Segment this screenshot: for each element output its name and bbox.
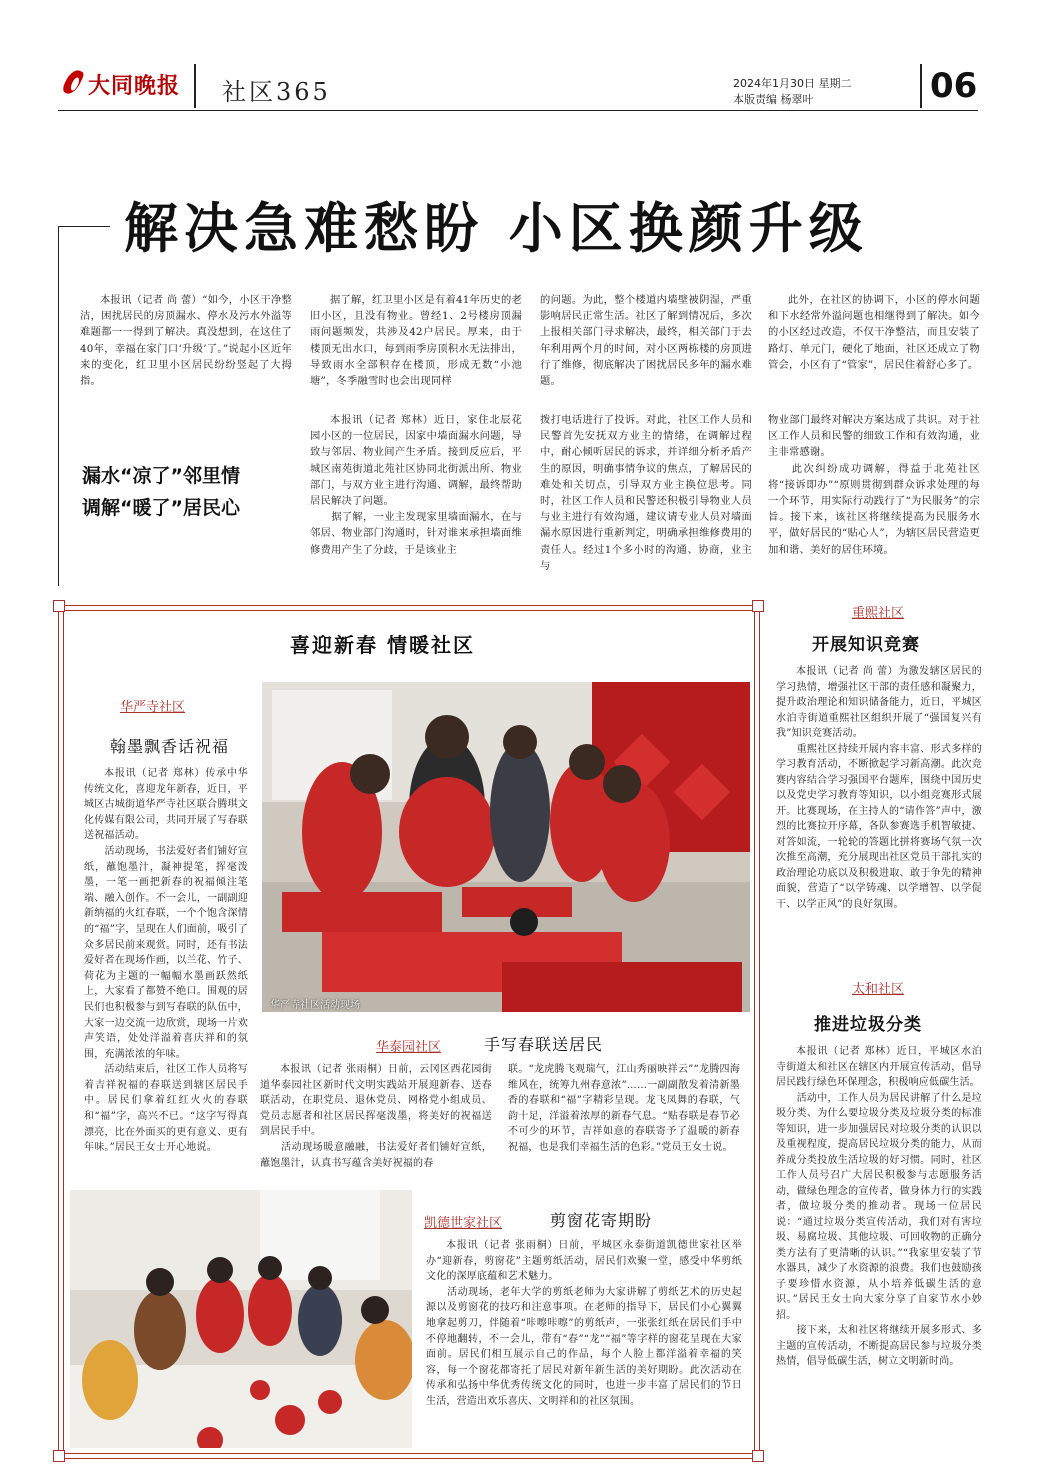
story2-tag: 华泰园社区 [376, 1040, 442, 1055]
story1-tag: 华严寺社区 [120, 700, 186, 715]
story3-body: 本报讯（记者 张雨桐）日前，平城区永泰街道凯德世家社区举办“迎新春，剪窗花”主题剪纸活动，居民们欢聚一堂，感受中华剪纸文化的深厚底蕴和艺术魅力。 活动现场，老年大学的剪纸老师为大家讲解了剪纸艺术的历史起源以及剪窗花的技巧和注意事项。在老师的指导下，居民们小心翼翼地拿起剪刀，伴随着“咔嚓咔嚓”的剪纸声，一张张红纸在居民们手中不停地翻转，不一会儿，带有“春”“龙”“福”等字样的窗花呈现在大家面前。居民们相互展示自己的作品，每个人脸上都洋溢着幸福的笑容，每一个窗花都寄托了居民对新年新生活的美好期盼。此次活动在传承和弘扬中华优秀传统文化的同时，也进一步丰富了居民们的节日生活，营造出欢乐喜庆、文明祥和的社区氛围。 [426, 1240, 742, 1407]
flame-logo-icon [62, 67, 86, 101]
story3-title: 剪窗花寄期盼 [550, 1211, 653, 1230]
date-block [733, 76, 852, 108]
calligraphy-photo-drawing [262, 682, 750, 1012]
logo-text: 大同晚报 [88, 72, 181, 99]
article2-col1: 本报讯（记者 郑林）近日，家住北辰花园小区的一位居民，因家中墙面漏水问题，导致与邻居、物业间产生矛盾。接到反应后，平城区南苑街道北苑社区协同北街派出所、物业部门，与双方业主进行沟通、调解，最终帮助居民解决了问题。 据了解，一业主发现家里墙面漏水，在与邻居、物业部门沟通时，针对谁来承担墙面维修费用产生了分歧，于是该业主 [310, 414, 522, 556]
side2-tag: 太和社区 [852, 982, 905, 997]
editor-line: 本版责编 杨翠叶 [733, 93, 814, 106]
article1-col3: 的问题。为此，整个楼道内墙壁被阴湿，严重影响居民正常生活。社区了解到情况后，多次上报相关部门寻求解决，最终，相关部门于去年利用两个月的时间，对小区两栋楼的房顶进行了维修，彻底解决了困扰居民多年的漏水难题。 [540, 294, 752, 388]
article1-col1: 本报讯（记者 尚 蕾）“如今，小区干净整洁，困扰居民的房顶漏水、停水及污水外溢等难题都一一得到了解决。真没想到，在这住了40年，幸福在家门口‘升级’了。”说起小区近年来的变化，红卫里小区居民纷纷竖起了大拇指。 [80, 294, 292, 388]
story2-col2: 联。“龙虎腾飞观瑞气，江山秀丽映祥云”“龙腾四海维风在，统筹九州春意浓”……一副副散发着清新墨香的春联和“福”字精彩呈现。龙飞凤舞的春联，气韵十足，洋溢着浓厚的新春气息。“贴春联是春节必不可少的环节，吉祥如意的春联寄予了温暖的新春祝福，也是我们幸福生活的色彩。”党员王女士说。 [508, 1064, 740, 1153]
frame-corner-tl [53, 600, 65, 612]
frame-corner-bl [53, 1450, 65, 1462]
story1-body: 本报讯（记者 郑林）传承中华传统文化，喜迎龙年新春，近日，平城区古城街道华严寺社区联合腾琪文化传媒有限公司，共同开展了写春联送祝福活动。 活动现场，书法爱好者们铺好宣纸，蘸饱墨汁，凝神提笔，挥毫泼墨，一笔一画把新春的祝福倾注笔端、融入创作。不一会儿，一副副迎新纳福的火红春联，一个个饱含深情的“福”字，呈现在人们面前，吸引了众多居民前来观赏。同时，还有书法爱好者在现场作画，以兰花、竹子、荷花为主题的一幅幅水墨画跃然纸上，大家看了都赞不绝口。围观的居民们也积极参与到写春联的队伍中，大家一边交流一边欣赏，现场一片欢声笑语，处处洋溢着喜庆祥和的氛围，充满浓浓的年味。 活动结束后，社区工作人员将写着吉祥祝福的春联送到辖区居民手中。居民们拿着红红火火的春联和“福”字，高兴不已。“这字写得真漂亮，比在外面买的更有意义、更有年味。”居民王女士开心地说。 [84, 768, 248, 1154]
article2-col3: 物业部门最终对解决方案达成了共识。对于社区工作人员和民警的细致工作和有效沟通，业主非常感谢。 此次纠纷成功调解，得益于北苑社区将“接诉即办”“原则贯彻到群众诉求处理的每一个环节，用实际行动践行了“为民服务”的宗旨。接下来，该社区将继续提高为民服务水平，做好居民的“贴心人”，为辖区居民营造更加和谐、美好的居住环境。 [768, 414, 980, 556]
article2-col2: 拨打电话进行了投诉。对此，社区工作人员和民警首先安抚双方业主的情绪，在调解过程中，耐心倾听居民的诉求，并详细分析矛盾产生的原因，明确事情争议的焦点，了解居民的难处和关切点，引导双方业主换位思考。同时，社区工作人员和民警还积极引导物业人员与业主进行有效沟通，建议请专业人员对墙面漏水原因进行重新判定，明确承担维修费用的责任人。经过1个多小时的沟通、协商，业主与 [540, 414, 752, 572]
papercut-photo-drawing [70, 1190, 412, 1448]
page-number: 06 [930, 66, 978, 106]
frame-corner-br [752, 1450, 764, 1462]
side2-title: 推进垃圾分类 [814, 1015, 922, 1035]
side2-body: 本报讯（记者 郑林）近日，平城区水泊寺街道太和社区在辖区内开展宣传活动，倡导居民践行绿色环保理念，积极响应低碳生活。 活动中，工作人员为居民讲解了什么是垃圾分类、为什么要垃圾分类及垃圾分类的标准等知识，进一步加强居民对垃圾分类的认识以及重视程度，提高居民垃圾分类的能力，从而养成分类投放生活垃圾的好习惯。同时，社区工作人员号召广大居民积极参与志愿服务活动，做绿色理念的宣传者，做身体力行的实践者，做垃圾分类的推动者。现场一位居民说：“通过垃圾分类宣传活动，我们对有害垃圾、易腐垃圾、其他垃圾、可回收物的正确分类方法有了更清晰的认识。”“我家里安装了节水器具，减少了水资源的浪费。我们也鼓励孩子要珍惜水资源，从小培养低碳生活的意识。”居民王女士向大家分享了自家节水小妙招。 接下来，太和社区将继续开展多形式、多主题的宣传活动，不断提高居民参与垃圾分类热情，倡导低碳生活，树立文明新时尚。 [776, 1046, 982, 1367]
article2-subhead: 漏水“凉了”邻里情 调解“暖了”居民心 [82, 465, 240, 519]
article1-col4: 此外，在社区的协调下，小区的停水问题和下水经常外溢问题也相继得到了解决。如今的小区经过改造，不仅干净整洁，而且安装了路灯、单元门，硬化了地面，社区还成立了物管会，小区有了“管家”，居民住着舒心多了。 [768, 294, 980, 371]
story2-col1: 本报讯（记者 张雨桐）日前，云冈区西花园街道华泰园社区新时代文明实践站开展迎新春、送春联活动，在职党员、退休党员、网格党小组成员、党员志愿者和社区居民挥毫泼墨，将美好的祝福送到居民手中。 活动现场暖意融融，书法爱好者们铺好宣纸，蘸饱墨汁，认真书写蕴含美好祝福的春 [260, 1064, 492, 1169]
papercut-photo [70, 1190, 412, 1448]
side1-title: 开展知识竞赛 [812, 635, 920, 655]
masthead-rule [58, 110, 978, 111]
date-line: 2024年1月30日 星期二 [733, 77, 852, 90]
newspaper-logo [62, 62, 180, 106]
frame-corner-tr [752, 600, 764, 612]
story1-title: 翰墨飘香话祝福 [110, 737, 230, 756]
section-name: 社区365 [222, 78, 331, 106]
photo1-caption: 华严寺社区活动现场 [270, 1000, 360, 1011]
calligraphy-photo [262, 682, 750, 1012]
story3-tag: 凯德世家社区 [424, 1216, 503, 1231]
page-headline: 解决急难愁盼 小区换颜升级 [124, 197, 869, 260]
side1-tag: 重熙社区 [852, 606, 905, 621]
headline-rule [58, 226, 110, 227]
story2-title: 手写春联送居民 [484, 1035, 604, 1054]
pageno-divider [920, 64, 922, 108]
article1-col2: 据了解，红卫里小区是有着41年历史的老旧小区，且没有物业。曾经1、2号楼房顶漏雨问题频发，共涉及42户居民。厚来，由于楼顶无出水口，每到雨季房顶积水无法排出，导致雨水全部积存在楼顶，形成无数“小池塘”，冬季融雪时也会出现同样 [310, 294, 522, 388]
side1-body: 本报讯（记者 尚 蕾）为激发辖区居民的学习热情，增强社区干部的责任感和凝聚力，提升政治理论和知识储备能力，近日，平城区水泊寺街道重熙社区组织开展了“强国复兴有我”知识竞赛活动。 重熙社区持续开展内容丰富、形式多样的学习教育活动，不断掀起学习新高潮。此次竞赛内容结合学习强国平台题库，围绕中国历史以及党史学习教育等知识，以小组竞赛形式展开。比赛现场，在主持人的“请作答”声中，激烈的比赛拉开序幕，各队参赛选手机智敏捷、对答如流，一轮轮的答题比拼将赛场气氛一次次推至高潮，充分展现出社区党员干部扎实的政治理论功底以及积极进取、敢于争先的精神面貌，营造了“以学铸魂、以学增智、以学促干、以学正风”的良好氛围。 [776, 666, 982, 910]
article-left-border [58, 226, 59, 586]
masthead-divider [194, 64, 196, 108]
feature-title: 喜迎新春 情暖社区 [290, 633, 475, 657]
